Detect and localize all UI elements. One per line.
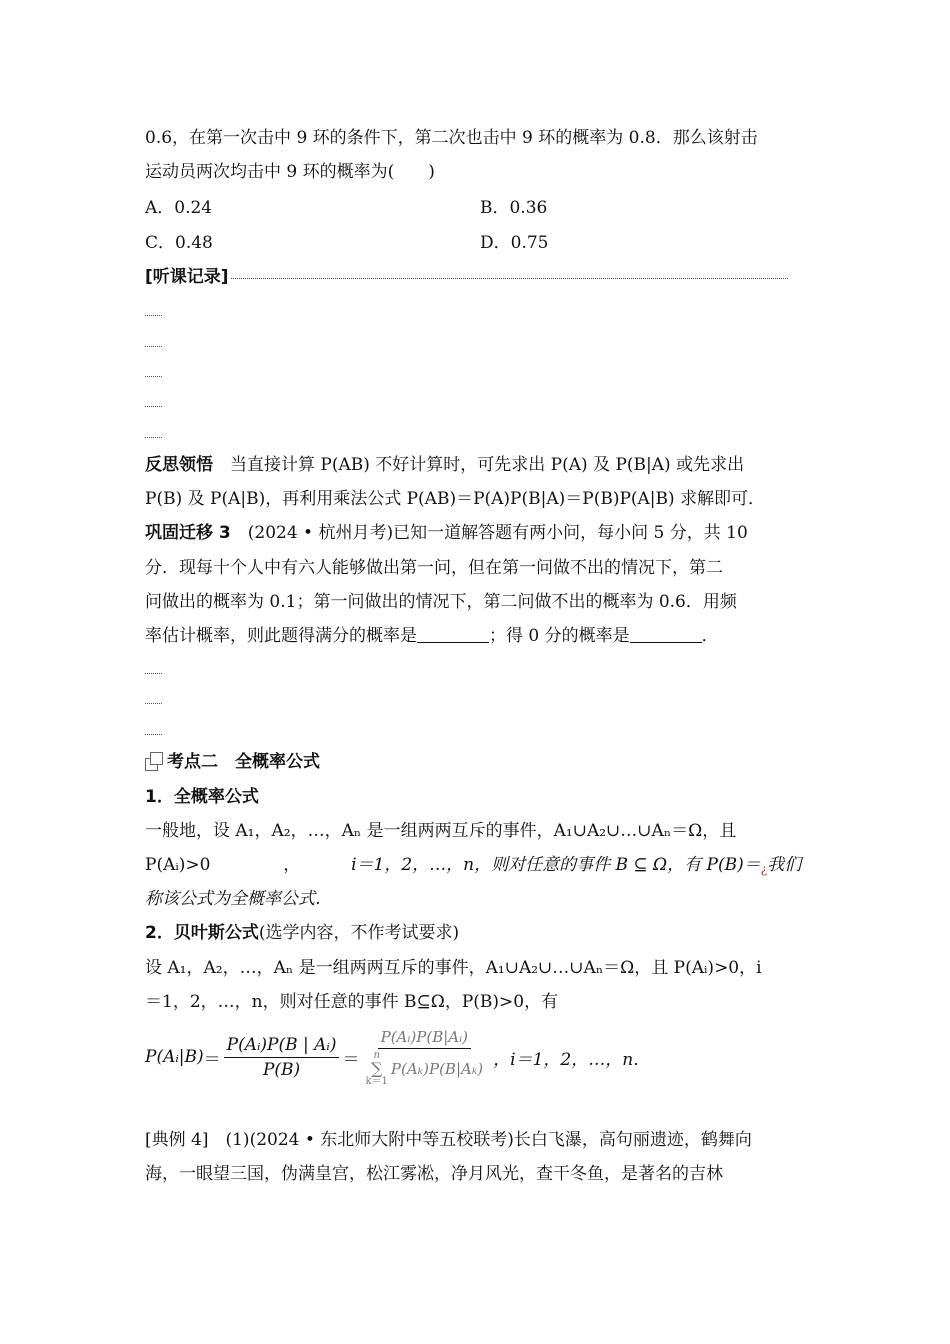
example4-line-2: 海，一眼望三国，伪满皇宫，松江雾凇，净月风光，查干冬鱼，是著名的吉林 (145, 1164, 723, 1184)
problem-line-1: 0.6，在第一次击中 9 环的条件下，第二次也击中 9 环的概率为 0.8．那么该射击 (145, 128, 758, 148)
note-line (145, 346, 162, 347)
reflection-line-2: P(B) 及 P(A|B)，再利用乘法公式 P(AB)＝P(A)P(B|A)＝P(B)P(A|B) 求解即可． (145, 489, 766, 509)
formula-fraction-2: P(Aᵢ)P(B|Aᵢ) n ∑ k＝1 P(Aₖ)P(B|Aₖ) (365, 1027, 484, 1087)
practice-line-4: 率估计概率，则此题得满分的概率是 ；得 0 分的概率是 ． (145, 626, 719, 646)
note-line (145, 673, 162, 674)
note-line (145, 734, 162, 735)
formula-fraction-1: $\frac{\text{P(Aᵢ)P(B | Aᵢ)}}{P(B)}$ (224, 1035, 340, 1080)
note-line (145, 406, 162, 407)
bayes-line-2: ＝1，2，…，n，则对任意的事件 B⊆Ω，P(B)>0，有 (145, 992, 559, 1012)
subheading-total-probability: 1．全概率公式 (145, 787, 259, 807)
bayes-line-1: 设 A₁，A₂，…，Aₙ 是一组两两互斥的事件，A₁∪A₂∪…∪Aₙ＝Ω，且 P(Aᵢ)>0，i (145, 958, 762, 978)
note-line (145, 376, 162, 377)
total-prob-line-3: 称该公式为全概率公式． (145, 889, 332, 909)
option-d: D．0.75 (480, 233, 549, 253)
practice-line-2: 分．现每十个人中有六人能够做出第一问，但在第一问做不出的情况下，第二 (145, 558, 723, 578)
notes-rule (231, 278, 788, 279)
bayes-formula: P(Aᵢ|B) ＝ $\frac{\text{P(Aᵢ)P(B | Aᵢ)}}{P(B)}$ ＝ P(Aᵢ)P(B|Aᵢ) n ∑ k＝1 P(Aₖ)P(B|Aₖ) ，i＝1，2，…，n． (145, 1027, 651, 1087)
notes-label: [听课记录] (145, 267, 229, 287)
summation: n ∑ k＝1 (365, 1049, 388, 1087)
note-line (145, 437, 162, 438)
section-heading (145, 750, 320, 774)
section-title: 考点二 全概率公式 (167, 752, 320, 772)
note-line (145, 315, 162, 316)
practice-line-3: 问做出的概率为 0.1；第一问做出的情况下，第二问做不出的概率为 0.6．用频 (145, 592, 737, 612)
subheading-bayes-row (145, 921, 459, 945)
answer-blank-zero-score[interactable] (630, 642, 702, 643)
answer-blank-full-score[interactable] (417, 642, 489, 643)
reflection-line-1: 反思领悟 当直接计算 P(AB) 不好计算时，可先求出 P(A) 及 P(B|A) 或先求出 (145, 455, 745, 475)
section-icon (145, 752, 163, 770)
bayes-note: (选学内容，不作考试要求) (258, 923, 460, 943)
note-line (145, 703, 162, 704)
formula-lhs: P(Aᵢ|B) (145, 1047, 204, 1067)
reflection-label: 反思领悟 (145, 455, 213, 475)
option-c: C．0.48 (145, 233, 213, 253)
total-prob-line-2: P(Aᵢ)>0 ， i＝1，2，…，n，则对任意的事件 B ⊆ Ω，有 P(B)＝¿我们 (145, 855, 802, 876)
subheading-bayes: 2．贝叶斯公式 (145, 923, 259, 943)
practice-line-1: 巩固迁移 3 (2024 • 杭州月考)已知一道解答题有两小问，每小问 5 分，共 10 (145, 523, 748, 543)
option-b: B．0.36 (480, 198, 548, 218)
practice-label: 巩固迁移 3 (145, 523, 231, 543)
example4-label: [典例 4] (145, 1130, 209, 1150)
example4-line-1: [典例 4] (1)(2024 • 东北师大附中等五校联考)长白飞瀑，高句丽遗迹，鹤舞向 (145, 1130, 752, 1150)
notes-label-row (145, 265, 788, 289)
option-a: A．0.24 (145, 198, 213, 218)
total-prob-line-1: 一般地，设 A₁，A₂，…，Aₙ 是一组两两互斥的事件，A₁∪A₂∪…∪Aₙ＝Ω，且 (145, 821, 737, 841)
problem-line-2: 运动员两次均击中 9 环的概率为( ) (145, 162, 435, 182)
